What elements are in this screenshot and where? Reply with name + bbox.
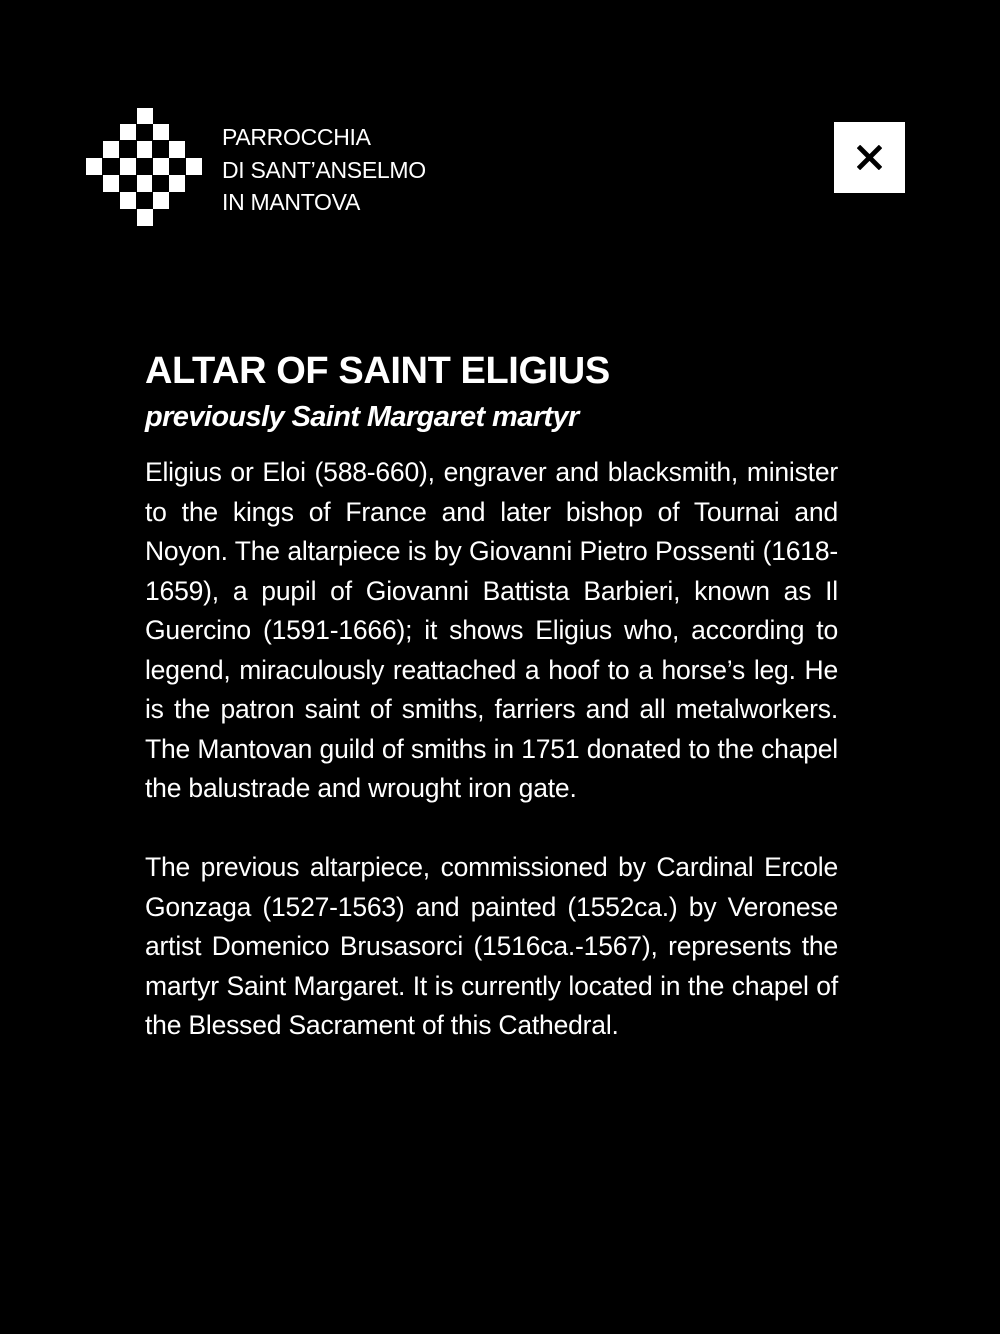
description-body: [145, 453, 838, 1046]
organization-name-line: DI SANT’ANSELMO: [222, 156, 426, 183]
organization-name: [222, 121, 426, 219]
page-subtitle: previously Saint Margaret martyr: [145, 401, 579, 433]
description-paragraph: The previous altarpiece, commissioned by Cardinal Ercole Gonzaga (1527-1563) and painted (1552ca.) by Veronese artist Domenico Brusasorci (1516ca.-1567), represents the martyr Saint Margaret. It is currently located in the chapel of the Blessed Sacrament of this Cathedral.: [145, 852, 838, 1040]
close-icon: [857, 145, 882, 170]
page-title: ALTAR OF SAINT ELIGIUS: [145, 350, 610, 392]
description-paragraph: Eligius or Eloi (588-660), engraver and blacksmith, minister to the kings of France and later bishop of Tournai and Noyon. The altarpiece is by Giovanni Pietro Possenti (1618-1659), a pupil of Giovanni Battista Barbieri, known as Il Guercino (1591-1666); it shows Eligius who, according to legend, miraculously reattached a hoof to a horse’s leg. He is the patron saint of smiths, farriers and all metalworkers. The Mantovan guild of smiths in 1751 donated to the chapel the balustrade and wrought iron gate.: [145, 457, 838, 803]
pixel-cross-logo-icon: [86, 108, 202, 226]
description-panel: [145, 345, 838, 1085]
close-button[interactable]: [834, 122, 905, 193]
organization-name-line: IN MANTOVA: [222, 189, 360, 215]
organization-name-line: PARROCCHIA: [222, 124, 371, 150]
